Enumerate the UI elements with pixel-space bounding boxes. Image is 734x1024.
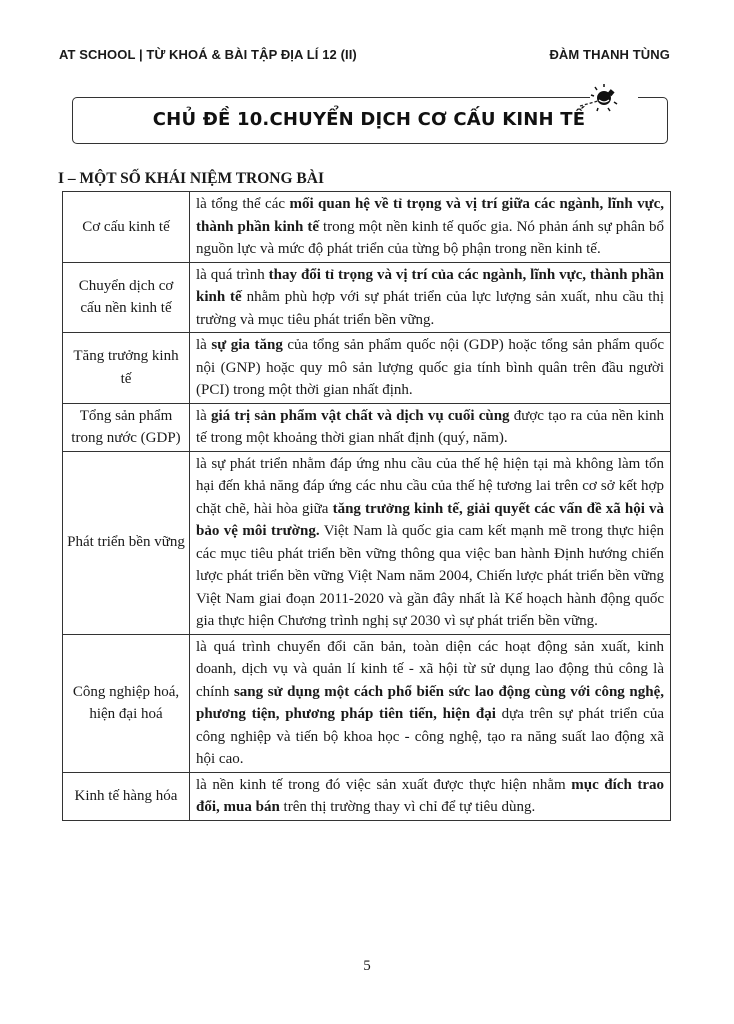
definition-text: là xyxy=(196,337,212,353)
definition-text: của tổng sản phẩm quốc nội (GDP) hoặc tổng sản phẩm quốc nội (GNP) hoặc quy mô sản lượng quốc gia tính bình quân trên đầu người (PCI) trong một thời gian nhất định. xyxy=(196,337,665,398)
section-title: I – MỘT SỐ KHÁI NIỆM TRONG BÀI xyxy=(58,170,324,187)
concept-row xyxy=(63,634,671,772)
header-right: ĐÀM THANH TÙNG xyxy=(549,47,670,62)
definition-text: là nền kinh tế trong đó việc sản xuất được thực hiện nhằm xyxy=(196,776,572,793)
concept-definition xyxy=(190,451,671,634)
concept-term: Phát triển bền vững xyxy=(63,451,190,634)
definition-text: là sự phát triển nhằm đáp ứng nhu cầu của thế hệ hiện tại mà không làm tổn hại đến khả năng đáp ứng các nhu cầu của thế hệ tương lai trên cơ sở kết hợp chặt chẽ, hài hòa giữa xyxy=(196,455,664,517)
lightbulb-icon xyxy=(578,82,628,122)
concept-row xyxy=(63,333,671,404)
concept-row xyxy=(63,772,671,820)
concept-definition xyxy=(190,192,671,263)
concept-definition xyxy=(190,333,671,404)
concept-row xyxy=(63,262,671,333)
definition-bold-text: mối quan hệ về tỉ trọng và vị trí giữa các ngành, lĩnh vực, thành phần kinh tế xyxy=(196,196,665,235)
concept-row xyxy=(63,192,671,263)
running-header xyxy=(59,47,670,62)
concept-definition xyxy=(190,403,671,451)
definition-text: là tổng thể các xyxy=(196,196,290,212)
topic-title: CHỦ ĐỀ 10.CHUYỂN DỊCH CƠ CẤU KINH TẾ xyxy=(152,109,586,130)
concept-definition xyxy=(190,634,671,772)
definition-text: được tạo ra của nền kinh tế trong một khoảng thời gian nhất định (quý, năm). xyxy=(196,407,665,446)
concept-definition xyxy=(190,772,671,820)
header-left: AT SCHOOL | TỪ KHOÁ & BÀI TẬP ĐỊA LÍ 12 (II) xyxy=(59,47,357,62)
definition-bold-text: tăng trưởng kinh tế, giải quyết các vấn đề xã hội và bảo vệ môi trường. xyxy=(196,500,664,539)
definition-text: Việt Nam là quốc gia cam kết mạnh mẽ trong thực hiện các mục tiêu phát triển bền vững thông qua việc ban hành Định hướng chiến lược phát triển bền vững Việt Nam năm 2004, Chiến lược phát triển bền vững Việt Nam giai đoạn 2011-2020 và gần đây nhất là Kế hoạch hành động quốc gia thực hiện Chương trình nghị sự 2030 vì sự phát triển bền vững. xyxy=(196,523,664,629)
definition-bold-text: sự gia tăng xyxy=(211,337,283,353)
concept-term: Chuyển dịch cơ cấu nền kinh tế xyxy=(63,262,190,333)
concept-term: Cơ cấu kinh tế xyxy=(63,192,190,263)
concept-row xyxy=(63,451,671,634)
definition-text: trong một nền kinh tế quốc gia. Nó phản ánh sự phân bổ nguồn lực và mức độ phát triển của từng bộ phận trong nền kinh tế. xyxy=(196,218,664,257)
definition-text: nhằm phù hợp với sự phát triển của lực lượng sản xuất, nhu cầu thị trường và mục tiêu phát triển bền vững. xyxy=(196,289,664,328)
definition-text: dựa trên sự phát triển của công nghiệp và tiến bộ khoa học - công nghệ, tạo ra năng suất lao động xã hội cao. xyxy=(196,706,664,767)
concept-definition xyxy=(190,262,671,333)
definition-bold-text: giá trị sản phẩm vật chất và dịch vụ cuối cùng xyxy=(211,407,510,424)
concept-term: Tăng trưởng kinh tế xyxy=(63,333,190,404)
definition-text: là quá trình chuyển đổi căn bản, toàn diện các hoạt động sản xuất, kinh doanh, dịch vụ và quản lí kinh tế - xã hội từ sử dụng lao động thủ công là chính xyxy=(196,638,664,700)
definition-bold-text: mục đích trao đổi, mua bán xyxy=(196,776,664,815)
concept-term: Tổng sản phẩm trong nước (GDP) xyxy=(63,403,190,451)
concepts-table xyxy=(62,191,671,821)
definition-bold-text: sang sử dụng một cách phổ biến sức lao động cùng với công nghệ, phương tiện, phương pháp tiên tiến, hiện đại xyxy=(196,683,664,722)
page-number: 5 xyxy=(363,958,371,974)
definition-bold-text: thay đổi tỉ trọng và vị trí của các ngành, lĩnh vực, thành phần kinh tế xyxy=(196,266,664,305)
definition-text: là xyxy=(196,407,212,424)
definition-text: trên thị trường thay vì chỉ để tự tiêu dùng. xyxy=(279,799,536,815)
definition-text: là quá trình xyxy=(196,266,269,283)
concept-term: Kinh tế hàng hóa xyxy=(63,772,190,820)
concept-term: Công nghiệp hoá, hiện đại hoá xyxy=(63,634,190,772)
concept-row xyxy=(63,403,671,451)
